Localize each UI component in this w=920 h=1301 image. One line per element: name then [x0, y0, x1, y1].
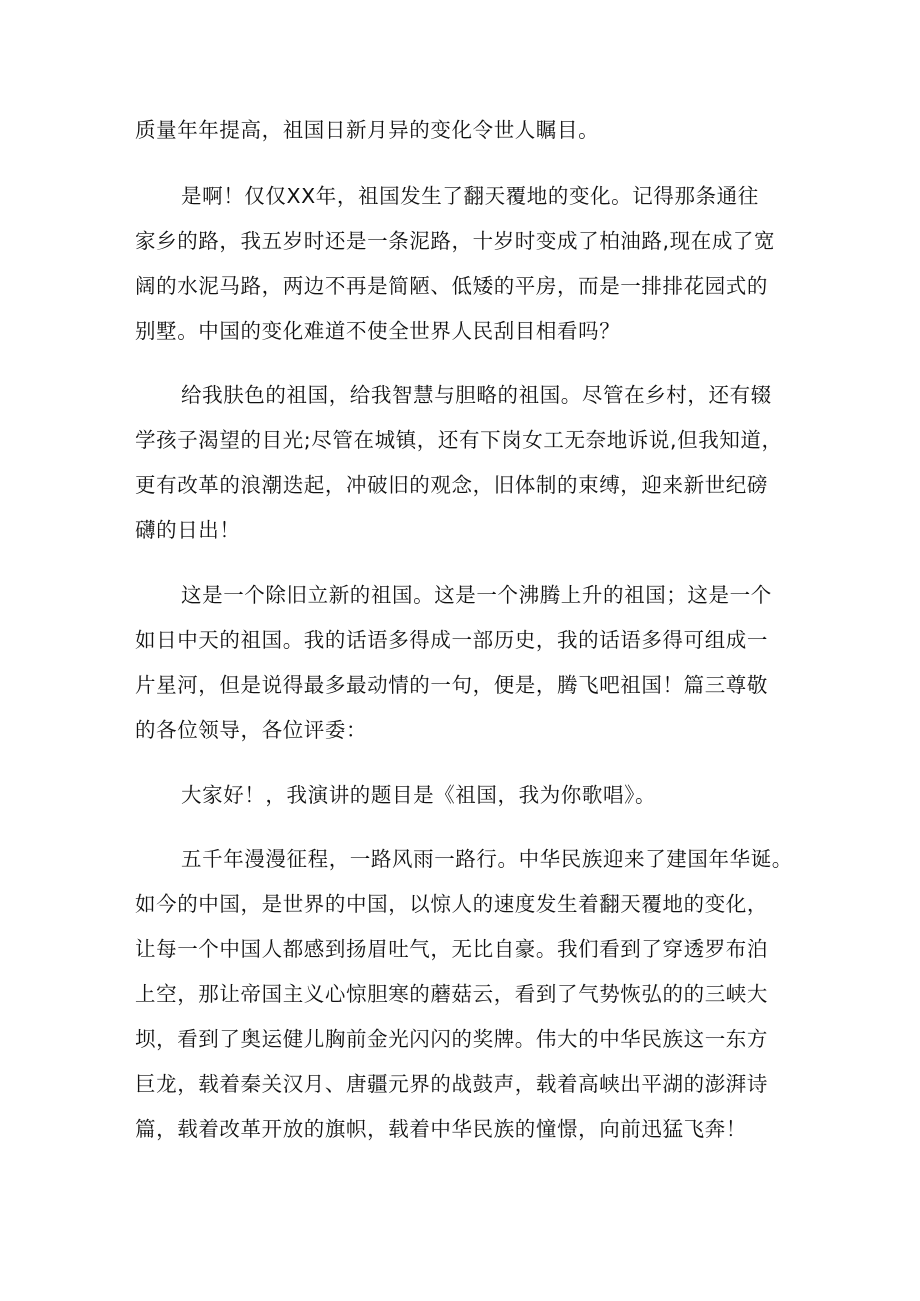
- text-line: 如今的中国，是世界的中国，以惊人的速度发生着翻天覆地的变化，: [135, 892, 768, 916]
- paragraph-first-line: 这是一个除旧立新的祖国。这是一个沸腾上升的祖国；这是一个: [181, 583, 772, 607]
- text-line: 学孩子渴望的目光;尽管在城镇，还有下岗女工无奈地诉说,但我知道，: [135, 428, 783, 452]
- text-line: 质量年年提高，祖国日新月异的变化令世人瞩目。: [135, 118, 600, 142]
- text-line: 家乡的路，我五岁时还是一条泥路，十岁时变成了柏油路,现在成了宽: [135, 229, 776, 253]
- text-line: 上空，那让帝国主义心惊胆寒的蘑菇云，看到了气势恢弘的的三峡大: [135, 982, 768, 1006]
- text-line: 别墅。中国的变化难道不使全世界人民刮目相看吗？: [135, 319, 621, 343]
- text-line: 更有改革的浪潮迭起，冲破旧的观念，旧体制的束缚，迎来新世纪磅: [135, 473, 768, 497]
- text-line: 片星河，但是说得最多最动情的一句，便是，腾飞吧祖国！篇三尊敬: [135, 673, 768, 697]
- paragraph-first-line: 是啊！仅仅XX年，祖国发生了翻天覆地的变化。记得那条通往: [181, 184, 759, 208]
- text-line: 巨龙，载着秦关汉月、唐疆元界的战鼓声，载着高峡出平湖的澎湃诗: [135, 1072, 768, 1096]
- text-line: 坝，看到了奥运健儿胸前金光闪闪的奖牌。伟大的中华民族这一东方: [135, 1027, 768, 1051]
- paragraph-first-line: 给我肤色的祖国，给我智慧与胆略的祖国。尽管在乡村，还有辍: [181, 383, 772, 407]
- text-line: 如日中天的祖国。我的话语多得成一部历史，我的话语多得可组成一: [135, 628, 768, 652]
- text-line: 礴的日出！: [135, 518, 241, 542]
- paragraph-first-line: 大家好！，我演讲的题目是《祖国，我为你歌唱》。: [181, 783, 657, 807]
- text-line: 阔的水泥马路，两边不再是简陋、低矮的平房，而是一排排花园式的: [135, 274, 768, 298]
- paragraph-first-line: 五千年漫漫征程，一路风雨一路行。中华民族迎来了建国年华诞。: [181, 847, 793, 871]
- text-line: 的各位领导，各位评委：: [135, 718, 368, 742]
- text-line: 让每一个中国人都感到扬眉吐气，无比自豪。我们看到了穿透罗布泊: [135, 937, 768, 961]
- text-line: 篇，载着改革开放的旗帜，载着中华民族的憧憬，向前迅猛飞奔！: [135, 1117, 747, 1141]
